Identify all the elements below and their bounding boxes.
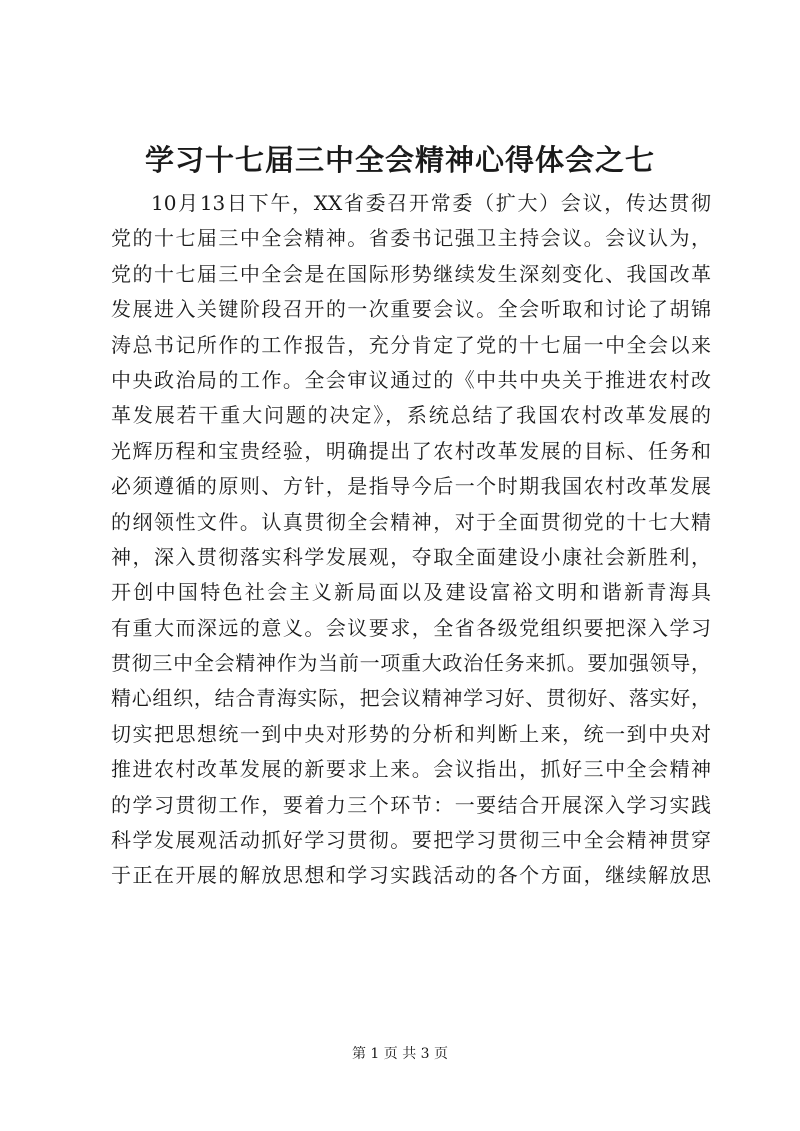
body-line: 神，深入贯彻落实科学发展观，夺取全面建设小康社会新胜利， [111, 544, 711, 569]
page-footer: 第 1 页 共 3 页 [351, 1046, 449, 1062]
body-line: 的纲领性文件。认真贯彻全会精神，对于全面贯彻党的十七大精 [111, 509, 711, 534]
document-title: 学习十七届三中全会精神心得体会之七 [144, 143, 655, 177]
body-line: 切实把思想统一到中央对形势的分析和判断上来，统一到中央对 [111, 721, 711, 746]
body-line: 开创中国特色社会主义新局面以及建设富裕文明和谐新青海具 [111, 580, 711, 605]
body-line: 光辉历程和宝贵经验，明确提出了农村改革发展的目标、任务和 [111, 438, 711, 463]
body-line: 有重大而深远的意义。会议要求，全省各级党组织要把深入学习 [111, 615, 711, 640]
body-line: 中央政治局的工作。全会审议通过的《中共中央关于推进农村改 [111, 367, 711, 392]
body-line: 推进农村改革发展的新要求上来。会议指出，抓好三中全会精神 [111, 757, 711, 782]
body-line: 于正在开展的解放思想和学习实践活动的各个方面，继续解放思 [111, 863, 711, 888]
body-line: 发展进入关键阶段召开的一次重要会议。全会听取和讨论了胡锦 [111, 297, 711, 322]
body-line: 革发展若干重大问题的决定》，系统总结了我国农村改革发展的 [111, 403, 711, 428]
body-line: 党的十七届三中全会是在国际形势继续发生深刻变化、我国改革 [111, 261, 711, 286]
body-line: 党的十七届三中全会精神。省委书记强卫主持会议。会议认为， [111, 226, 711, 251]
body-line: 的学习贯彻工作，要着力三个环节：一要结合开展深入学习实践 [111, 792, 711, 817]
body-line: 科学发展观活动抓好学习贯彻。要把学习贯彻三中全会精神贯穿 [111, 828, 711, 853]
body-line: 10月13日下午，XX省委召开常委（扩大）会议，传达贯彻 [151, 191, 711, 215]
body-line: 精心组织，结合青海实际，把会议精神学习好、贯彻好、落实好， [111, 686, 711, 711]
body-line: 必须遵循的原则、方针，是指导今后一个时期我国农村改革发展 [111, 474, 711, 499]
document-body [111, 186, 711, 894]
body-line: 涛总书记所作的工作报告，充分肯定了党的十七届一中全会以来 [111, 332, 711, 357]
body-line: 贯彻三中全会精神作为当前一项重大政治任务来抓。要加强领导， [111, 651, 711, 676]
